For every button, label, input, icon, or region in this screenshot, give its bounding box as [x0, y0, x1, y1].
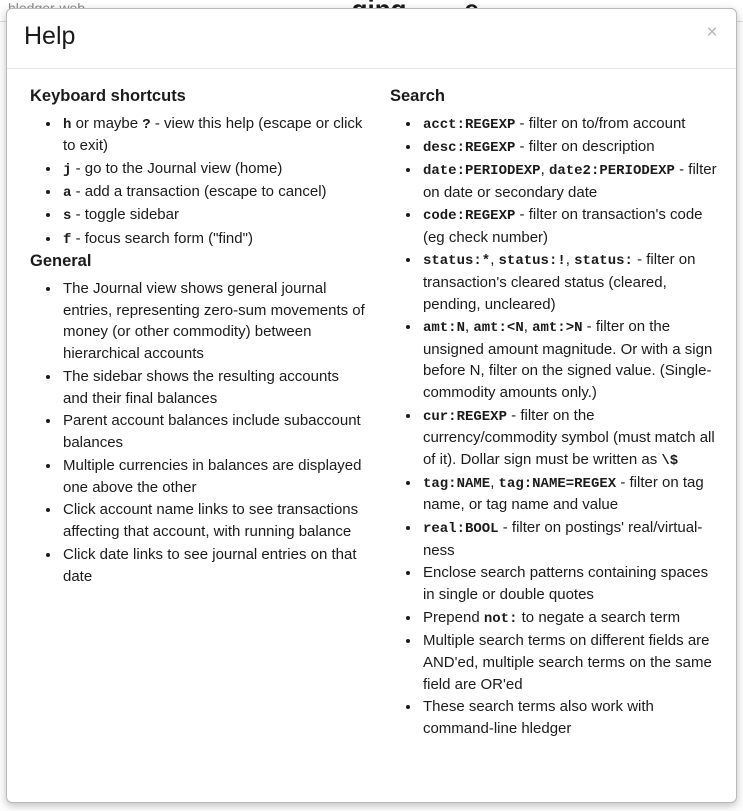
search-term-text: - filter on transaction's cleared status (cleared, pending, uncleared) — [422, 251, 696, 313]
search-term-sep-2: , — [565, 251, 575, 269]
keyboard-shortcuts-list — [21, 113, 365, 250]
list-item — [61, 204, 365, 226]
list-item: • The Journal view shows general journal entries, representing zero-sum movements of money (or other commodity) between hierarchical accounts — [61, 278, 365, 365]
list-item: • Click account name links to see transactions affecting that account, with running balance — [61, 499, 365, 543]
list-item: • Click date links to see journal entries on that date — [61, 544, 365, 588]
general-list — [21, 278, 365, 588]
search-term-text: - filter on date or secondary date — [422, 161, 717, 201]
list-item — [61, 113, 365, 157]
search-term-text: Prepend — [422, 608, 484, 626]
search-term-code: real:BOOL — [422, 521, 499, 538]
search-term-code-2: status:! — [498, 253, 566, 270]
search-term-code-2: amt:<N — [473, 320, 524, 337]
shortcut-text: - go to the Journal view (home) — [71, 159, 283, 177]
list-item — [421, 696, 722, 740]
section-heading-general: General — [30, 252, 92, 271]
search-term-code-dollar: \$ — [661, 452, 679, 469]
list-item: • Multiple currencies in balances are displayed one above the other — [61, 455, 365, 499]
search-term-code-3: amt:>N — [532, 320, 583, 337]
list-item — [61, 158, 365, 180]
list-item: • The sidebar shows the resulting accounts and their final balances — [61, 366, 365, 410]
search-term-text: These search terms also work with command-line hledger — [422, 698, 654, 738]
help-column-left — [21, 85, 373, 741]
search-term-text: Enclose search patterns containing spaces in single or double quotes — [422, 564, 709, 604]
list-item — [421, 472, 722, 516]
list-item — [421, 405, 722, 471]
help-column-right — [373, 85, 722, 741]
search-term-code: status:* — [422, 253, 491, 270]
shortcut-text: - toggle sidebar — [71, 206, 179, 224]
list-item: • Parent account balances include subaccount balances — [61, 410, 365, 454]
section-heading-keyboard-shortcuts: Keyboard shortcuts — [30, 87, 186, 105]
help-modal-body — [7, 69, 736, 741]
list-item — [421, 316, 722, 404]
search-term-code-2: tag:NAME=REGEX — [498, 476, 617, 493]
help-modal-header — [7, 9, 736, 69]
shortcut-key: j — [63, 161, 72, 178]
search-term-code: desc:REGEXP — [422, 140, 516, 157]
search-term-code: not: — [483, 610, 518, 627]
list-item — [421, 204, 722, 248]
search-term-code: date:PERIODEXP — [422, 163, 541, 180]
shortcut-key: a — [63, 185, 72, 202]
shortcut-text-2: - view this help (escape or click to exit) — [63, 114, 363, 155]
search-term-text: - filter on tag name, or tag name and value — [422, 474, 704, 514]
search-term-code-3: status: — [574, 253, 633, 270]
close-icon[interactable]: × — [702, 23, 722, 43]
search-term-text: - filter on the unsigned amount magnitude. Or with a sign before N, filter on the signed value. (Single-commodity amounts only.) — [422, 318, 713, 402]
list-item — [421, 159, 722, 203]
shortcut-key-alt: ? — [142, 116, 151, 133]
search-term-code-2: date2:PERIODEXP — [548, 163, 675, 180]
search-term-sep: , — [490, 474, 499, 492]
help-modal-title: Help — [24, 22, 76, 50]
list-item — [421, 113, 722, 135]
search-term-sep: , — [490, 251, 499, 269]
search-term-text: - filter on description — [515, 138, 655, 156]
list-item — [421, 562, 722, 606]
shortcut-text: - focus search form ("find") — [71, 229, 253, 247]
search-term-text: - filter on transaction's code (eg check number) — [422, 206, 703, 246]
search-term-text: - filter on to/from account — [515, 114, 686, 132]
list-item — [421, 607, 722, 629]
list-item — [61, 228, 365, 250]
list-item — [421, 249, 722, 315]
list-item — [421, 630, 722, 695]
shortcut-text: - add a transaction (escape to cancel) — [71, 183, 327, 201]
help-modal — [6, 8, 737, 803]
search-term-sep-2: , — [523, 318, 533, 336]
section-heading-search: Search — [389, 87, 446, 105]
search-term-sep: , — [464, 318, 474, 336]
search-term-text-2: to negate a search term — [517, 608, 681, 626]
shortcut-text: or maybe — [71, 114, 143, 132]
search-term-text: Multiple search terms on different fields are AND'ed, multiple search terms on the same field are OR'ed — [422, 632, 712, 693]
search-term-code: tag:NAME — [422, 476, 491, 493]
shortcut-key: s — [63, 208, 72, 225]
search-term-text: - filter on postings' real/virtual-ness — [422, 519, 703, 559]
search-term-text: - filter on the currency/commodity symbol (must match all of it). Dollar sign must be written as — [422, 406, 715, 468]
search-term-code: amt:N — [422, 320, 465, 337]
search-term-code: acct:REGEXP — [422, 116, 516, 133]
list-item — [421, 136, 722, 158]
list-item — [421, 517, 722, 561]
search-terms-list — [381, 113, 722, 740]
search-term-code: cur:REGEXP — [422, 408, 507, 425]
shortcut-key: h — [63, 116, 72, 133]
shortcut-key: f — [63, 231, 72, 248]
list-item — [61, 181, 365, 203]
search-term-sep: , — [540, 161, 549, 179]
search-term-code: code:REGEXP — [422, 208, 516, 225]
